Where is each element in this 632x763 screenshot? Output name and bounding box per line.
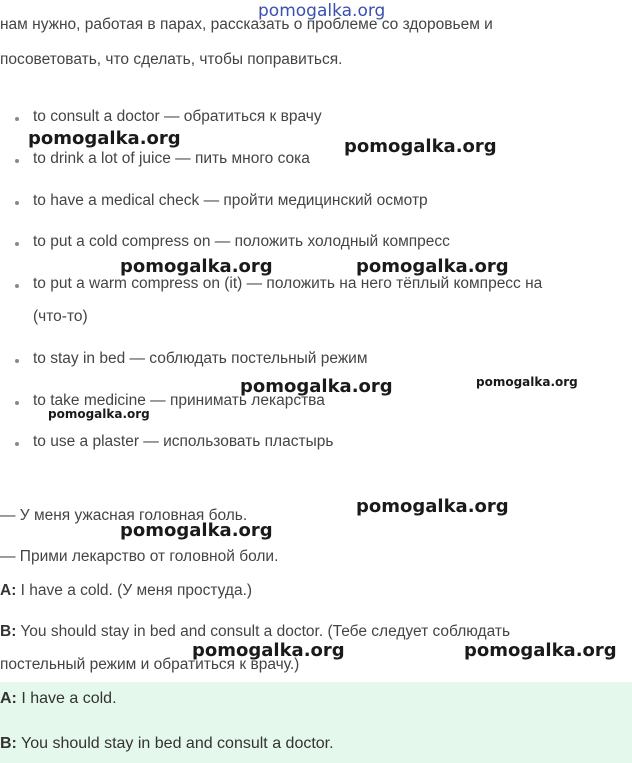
bullet-icon (15, 117, 19, 121)
speaker-a-label: A: (0, 582, 17, 599)
dialogue-b-continuation: постельный режим и обратиться к врачу.) (0, 656, 300, 673)
watermark: pomogalka.org (48, 407, 150, 421)
example-line-2: — Прими лекарство от головной боли. (0, 548, 279, 565)
watermark: pomogalka.org (192, 640, 345, 661)
watermark: pomogalka.org (28, 128, 181, 149)
dialogue-a (0, 582, 252, 600)
intro-line-1: нам нужно, работая в парах, рассказать о проблеме со здоровьем и (0, 16, 493, 33)
watermark: pomogalka.org (120, 256, 273, 277)
watermark: pomogalka.org (344, 136, 497, 157)
bullet-icon (15, 159, 19, 163)
watermark: pomogalka.org (120, 520, 273, 541)
answer-a-label: A: (0, 690, 17, 707)
answer-a (0, 690, 117, 708)
answer-box (0, 682, 632, 763)
watermark: pomogalka.org (356, 496, 509, 517)
answer-b-label: B: (0, 735, 17, 752)
watermark: pomogalka.org (476, 375, 578, 389)
watermark: pomogalka.org (464, 640, 617, 661)
answer-b-text: You should stay in bed and consult a doctor. (16, 735, 334, 752)
bullet-icon (15, 401, 19, 405)
watermark: pomogalka.org (240, 376, 393, 397)
speaker-a-text: I have a cold. (У меня простуда.) (16, 582, 253, 599)
page: нам нужно, работая в парах, рассказать о проблеме со здоровьем и посоветовать, что сделать, чтобы поправиться. to consult a doctor — обратиться к врачу to drink a lot of juice — пить много сока to have a medical check — пройти медицинский осмотр to put a cold compress on — положить холодный компресс to put a warm compress on (it) — положить на него тёплый компресс на (что-то) to stay in bed — соблюдать постельный режим to take medicine — принимать лекарства to use a plaster — использовать пластырь — У меня ужасная головная боль. — Прими лекарство от головной боли. A: I have a cold. (У меня простуда.) B: You should stay in bed and consult a doctor. (Тебе следует соблюдать постельный режим и обратиться к врачу.) A: I have a cold. B: You should stay in bed and consult a doctor. pomogalka.org pomogalka.org pomogalka.org pomogalka.org pomogalka.org pomogalka.org pomogalka.org pomogalka.org pomogalka.org pomogalka.org pomogalka.org pomogalka.org (0, 0, 632, 763)
speaker-b-label: B: (0, 623, 17, 640)
answer-a-text: I have a cold. (16, 690, 117, 707)
bullet-icon (15, 442, 19, 446)
bullet-icon (15, 284, 19, 288)
intro-line-2: посоветовать, что сделать, чтобы поправиться. (0, 51, 343, 68)
watermark-top: pomogalka.org (258, 1, 386, 21)
speaker-b-text: You should stay in bed and consult a doctor. (Тебе следует соблюдать (16, 623, 511, 640)
bullet-icon (15, 242, 19, 246)
answer-b (0, 735, 334, 753)
bullet-icon (15, 201, 19, 205)
watermark: pomogalka.org (356, 256, 509, 277)
dialogue-b (0, 623, 510, 641)
example-line-1: — У меня ужасная головная боль. (0, 507, 248, 524)
bullet-icon (15, 359, 19, 363)
